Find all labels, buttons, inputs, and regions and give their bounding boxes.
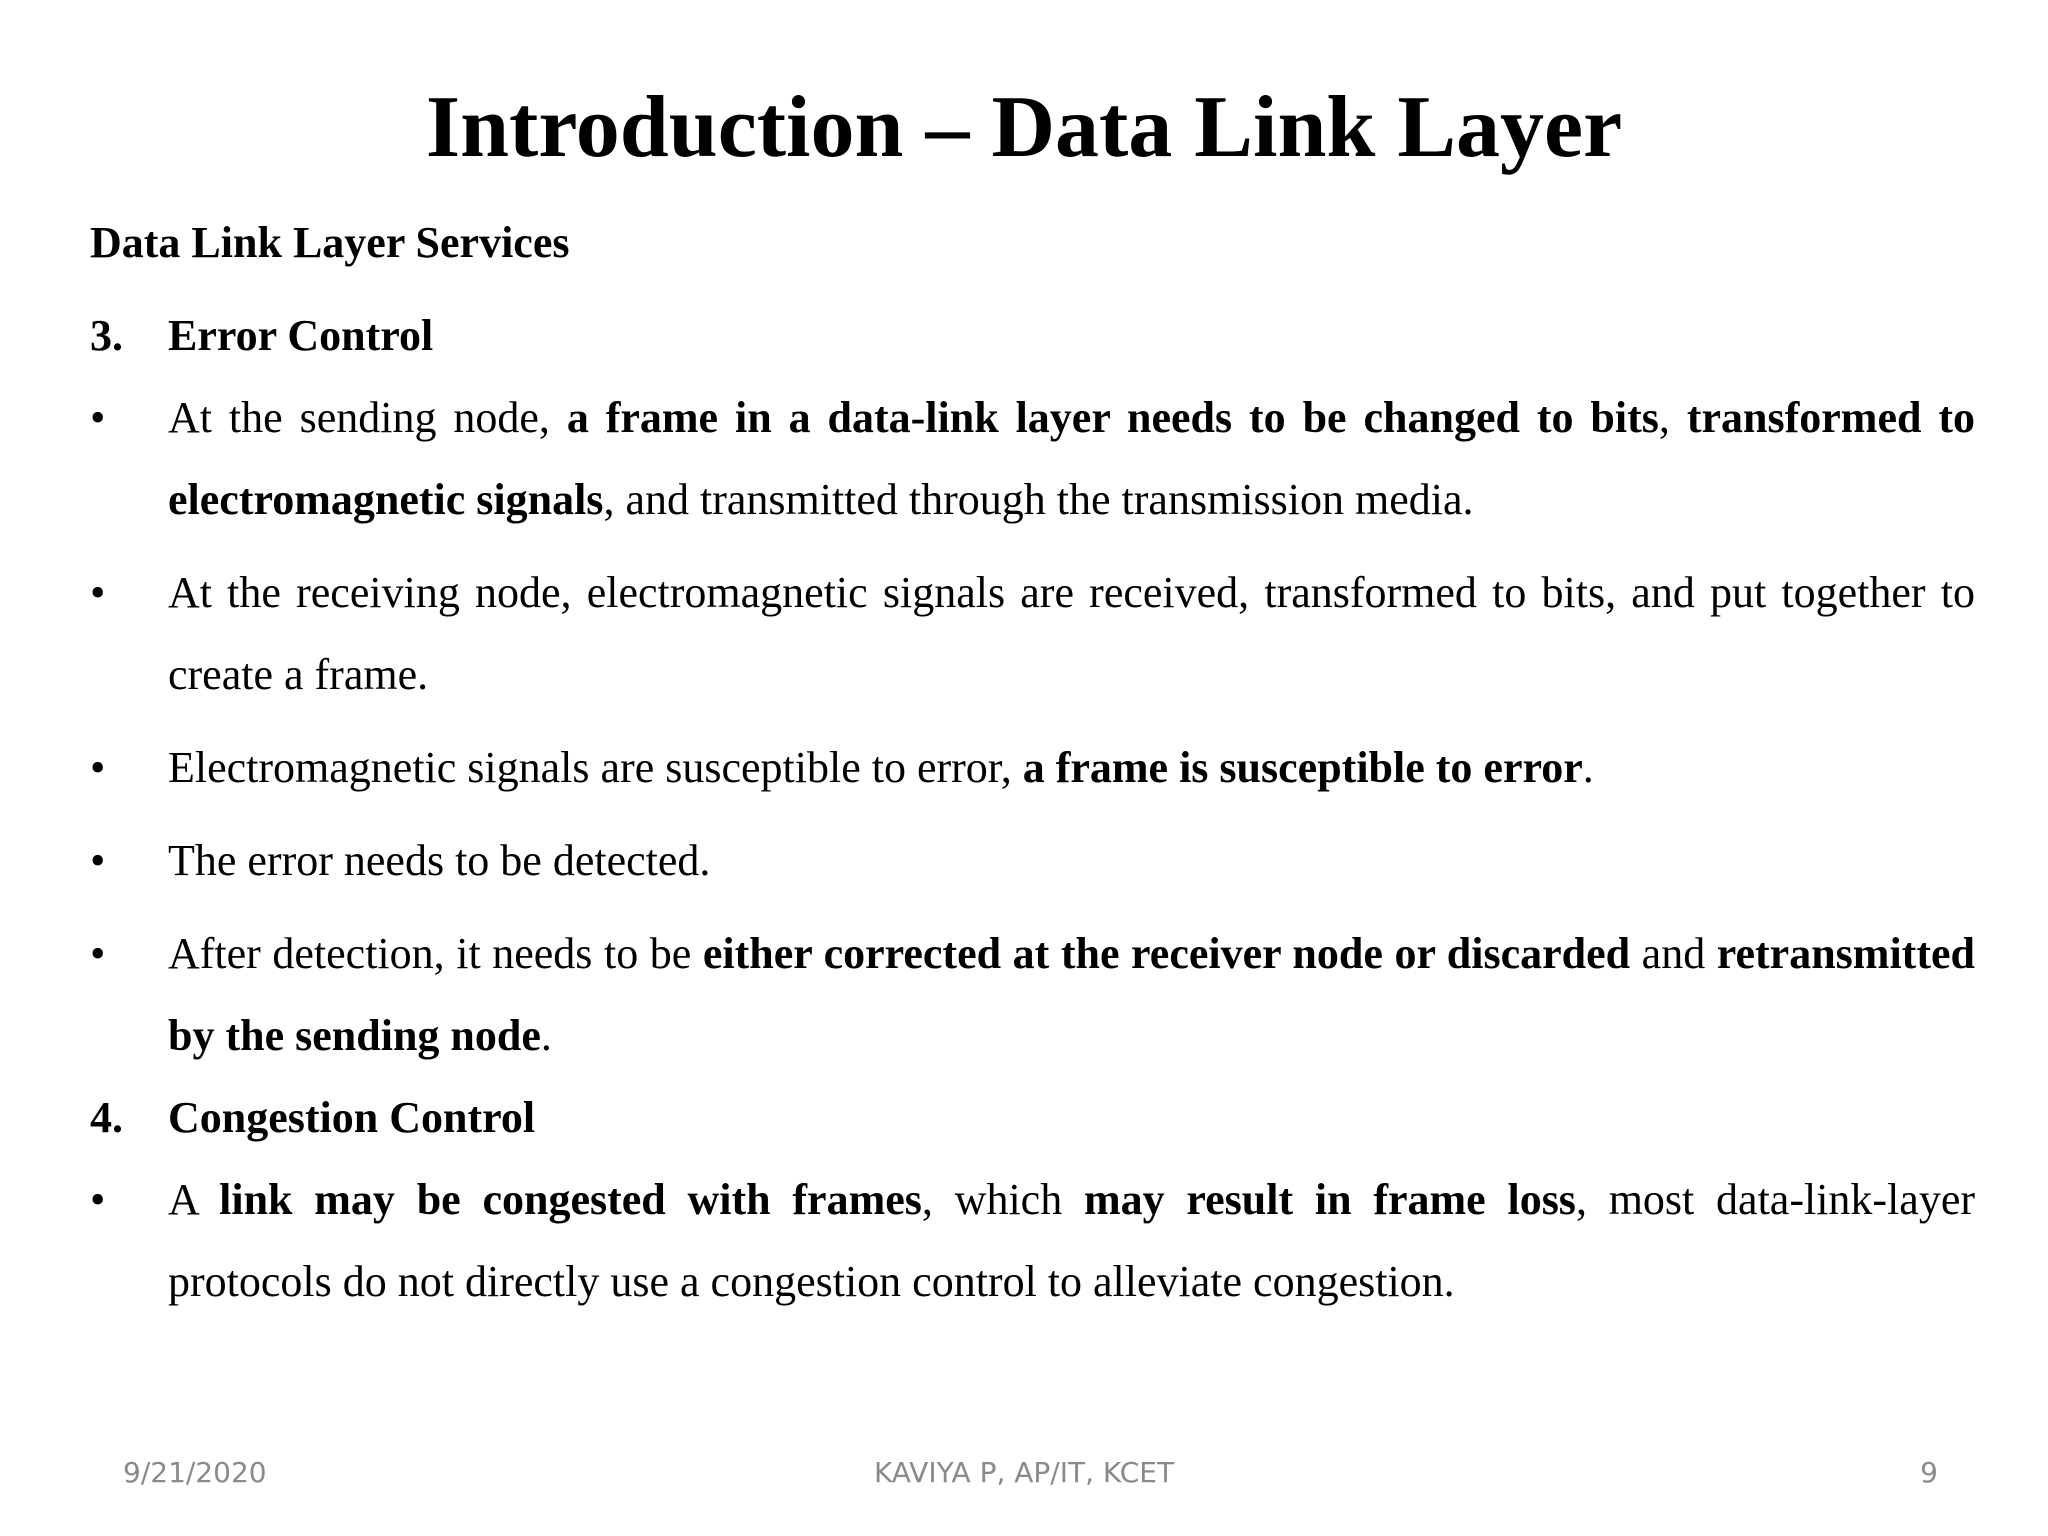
bullet-text-bold-run: transformed to electromagnetic signals bbox=[168, 393, 1975, 524]
bullet-text bbox=[168, 836, 710, 885]
bullet-item bbox=[90, 377, 1975, 541]
bullet-dot: • bbox=[90, 836, 106, 885]
bullet-dot: • bbox=[90, 1175, 106, 1224]
bullet-text bbox=[168, 1175, 1975, 1306]
section-number: 4. bbox=[90, 1093, 123, 1142]
bullet-text-run: At the sending node, bbox=[168, 393, 567, 442]
bullet-dot: • bbox=[90, 743, 106, 792]
section-heading-congestion-control bbox=[90, 1088, 1975, 1148]
bullet-dot: • bbox=[90, 929, 106, 978]
bullet-text-run: After detection, it needs to be bbox=[168, 929, 703, 978]
bullet-item bbox=[90, 552, 1975, 716]
bullet-text-run: . bbox=[1582, 743, 1594, 792]
bullet-text-run: . bbox=[540, 1011, 552, 1060]
footer-author: KAVIYA P, AP/IT, KCET bbox=[873, 1456, 1175, 1489]
bullet-text bbox=[168, 393, 1975, 524]
section-heading-text: Congestion Control bbox=[168, 1093, 536, 1142]
bullet-text-bold-run: a frame in a data-link layer needs to be changed to bits bbox=[566, 393, 1659, 442]
bullet-text bbox=[168, 568, 1975, 699]
bullet-text-bold-run: may result in frame loss bbox=[1083, 1175, 1576, 1224]
bullet-text-run: At the receiving node, electromagnetic signals are received, transformed to bits, and put together to create a frame. bbox=[168, 568, 1975, 699]
bullet-text bbox=[168, 743, 1594, 792]
bullet-text-run: A bbox=[168, 1175, 220, 1224]
bullet-text-bold-run: either corrected at the receiver node or discarded bbox=[702, 929, 1631, 978]
bullet-list-error-control bbox=[90, 377, 1975, 1088]
bullet-text-run: , bbox=[1658, 393, 1687, 442]
bullet-text-run: , which bbox=[921, 1175, 1084, 1224]
section-subtitle: Data Link Layer Services bbox=[90, 218, 570, 267]
section-heading-error-control bbox=[90, 306, 1975, 366]
slide-title: Introduction – Data Link Layer bbox=[425, 79, 1623, 176]
bullet-text-bold-run: a frame is susceptible to error bbox=[1022, 743, 1583, 792]
bullet-text-run: , and transmitted through the transmission media. bbox=[603, 475, 1474, 524]
bullet-dot: • bbox=[90, 568, 106, 617]
slide-body bbox=[90, 213, 1975, 1334]
section-heading-text: Error Control bbox=[168, 311, 434, 360]
bullet-item bbox=[90, 913, 1975, 1077]
bullet-text-run: and bbox=[1630, 929, 1717, 978]
bullet-text bbox=[168, 929, 1975, 1060]
bullet-text-run: The error needs to be detected. bbox=[168, 836, 711, 885]
bullet-item bbox=[90, 727, 1975, 809]
bullet-text-bold-run: link may be congested with frames bbox=[219, 1175, 922, 1224]
bullet-text-bold-run: retransmitted by the sending node bbox=[168, 929, 1975, 1060]
bullet-list-congestion-control bbox=[90, 1159, 1975, 1334]
footer-date: 9/21/2020 bbox=[123, 1456, 267, 1489]
footer-page-number: 9 bbox=[1920, 1456, 1938, 1489]
bullet-dot: • bbox=[90, 393, 106, 442]
bullet-text-run: , most data-link-layer protocols do not directly use a congestion control to alleviate congestion. bbox=[168, 1175, 1976, 1306]
bullet-item bbox=[90, 1159, 1975, 1323]
bullet-text-run: Electromagnetic signals are susceptible to error, bbox=[168, 743, 1023, 792]
section-number: 3. bbox=[90, 311, 123, 360]
bullet-item bbox=[90, 820, 1975, 902]
